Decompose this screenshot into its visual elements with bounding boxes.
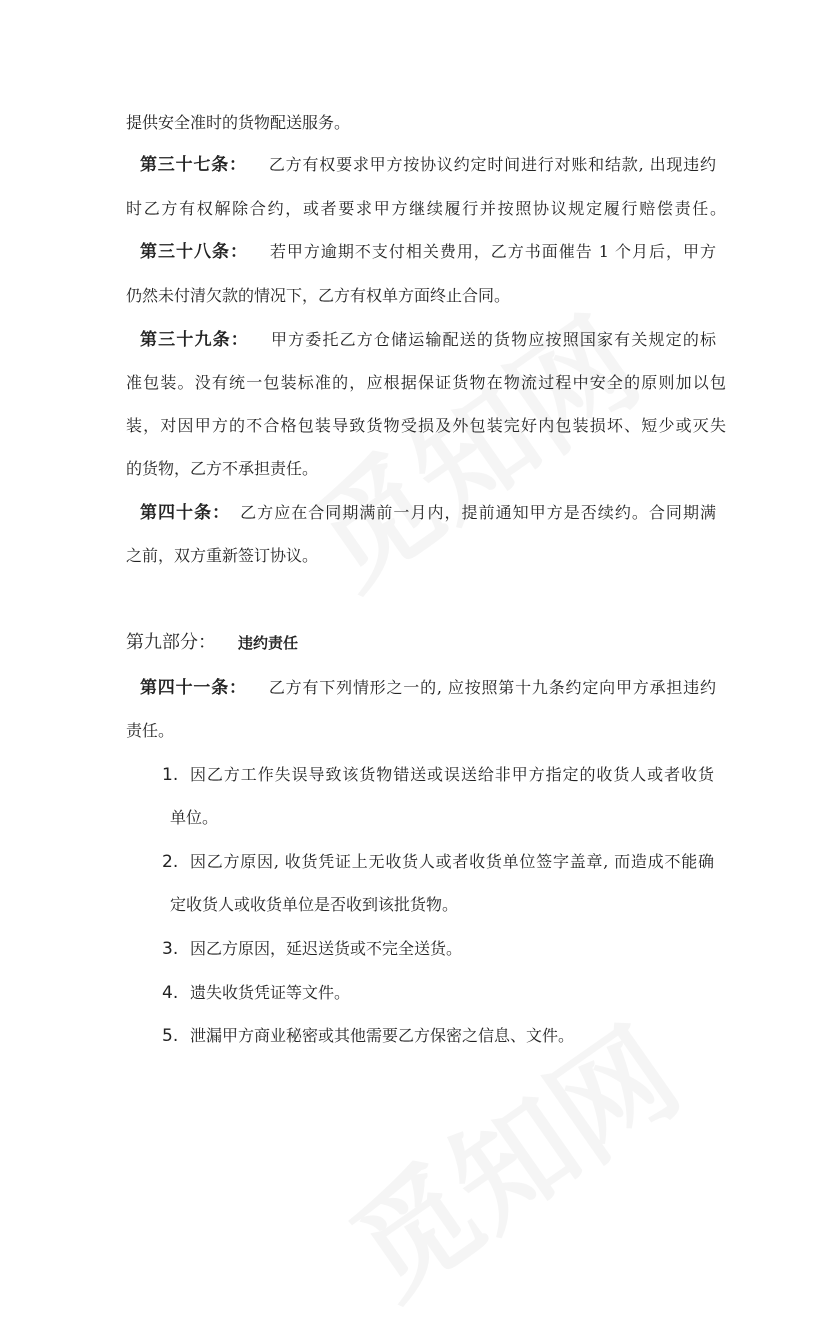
- article-39-line-2: 准包装。没有统一包装标准的，应根据保证货物在物流过程中安全的原则加以包: [126, 373, 726, 392]
- list-number: 1.: [162, 765, 179, 785]
- article-40-label: 第四十条：: [140, 503, 231, 523]
- list-item-5: 泄漏甲方商业秘密或其他需要乙方保密之信息、文件。: [190, 1026, 575, 1045]
- article-40-text-1: 乙方应在合同期满前一月内，提前通知甲方是否续约。合同期满: [240, 503, 716, 522]
- article-39-line-1: [140, 325, 716, 355]
- article-38-line-1: [140, 237, 716, 267]
- list-item-4: 遗失收货凭证等文件。: [190, 983, 351, 1002]
- article-39-line-4: 的货物，乙方不承担责任。: [126, 459, 319, 478]
- list-item-1-line-2: 单位。: [170, 808, 219, 827]
- article-40-line-1: [140, 498, 716, 528]
- section-9-heading: [126, 628, 298, 658]
- paragraph-line: 提供安全准时的货物配送服务。: [126, 113, 351, 132]
- article-37-line-2: 时乙方有权解除合约，或者要求甲方继续履行并按照协议规定履行赔偿责任。: [126, 199, 726, 218]
- section-9-part: 第九部分：: [126, 632, 216, 653]
- article-39-label: 第三十九条：: [140, 330, 249, 350]
- article-41-line-2: 责任。: [126, 721, 175, 740]
- article-38-text-1: 若甲方逾期不支付相关费用，乙方书面催告 1 个月后，甲方: [269, 242, 716, 261]
- article-38-label: 第三十八条：: [140, 242, 248, 262]
- list-item-2-line-2: 定收货人或收货单位是否收到该批货物。: [170, 895, 459, 914]
- article-39-line-3: 装，对因甲方的不合格包装导致货物受损及外包装完好内包装损坏、短少或灭失: [126, 416, 726, 435]
- article-41-text-1: 乙方有下列情形之一的, 应按照第十九条约定向甲方承担违约: [268, 678, 716, 697]
- list-item-2-line-1: 因乙方原因, 收货凭证上无收货人或者收货单位签字盖章, 而造成不能确: [190, 852, 714, 871]
- article-41-line-1: [140, 673, 716, 703]
- article-37-line-1: [140, 150, 716, 180]
- article-38-line-2: 仍然未付清欠款的情况下，乙方有权单方面终止合同。: [126, 286, 511, 305]
- article-39-text-1: 甲方委托乙方仓储运输配送的货物应按照国家有关规定的标: [270, 330, 716, 349]
- list-number: 2.: [162, 852, 179, 872]
- list-number: 5.: [162, 1026, 179, 1046]
- article-37-text-1: 乙方有权要求甲方按协议约定时间进行对账和结款, 出现违约: [268, 155, 716, 174]
- list-number: 4.: [162, 983, 179, 1003]
- list-item-1-line-1: 因乙方工作失误导致该货物错送或误送给非甲方指定的收货人或者收货: [190, 765, 714, 784]
- article-37-label: 第三十七条：: [140, 155, 247, 175]
- list-item-3: 因乙方原因，延迟送货或不完全送货。: [190, 939, 463, 958]
- section-9-topic: 违约责任: [238, 634, 299, 652]
- article-41-label: 第四十一条：: [140, 678, 247, 698]
- list-number: 3.: [162, 939, 179, 959]
- article-40-line-2: 之前，双方重新签订协议。: [126, 546, 319, 565]
